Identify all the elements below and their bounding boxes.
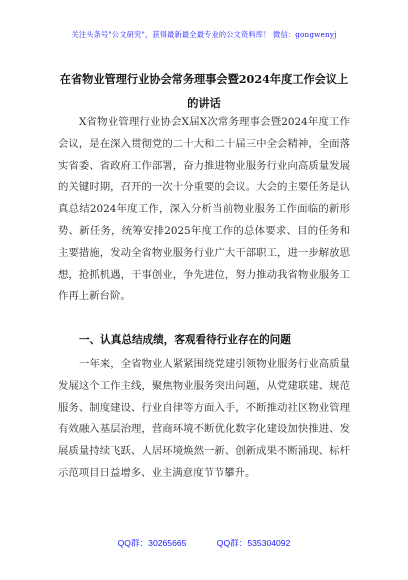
section-heading-text: 一、认真总结成绩，客观看待行业存在的问题 bbox=[79, 334, 291, 346]
intro-paragraph bbox=[58, 112, 350, 308]
document-title: 在省物业管理行业协会常务理事会暨2024年度工作会议上的讲话 bbox=[59, 72, 349, 110]
intro-paragraph-text: X省物业管理行业协会X届X次常务理事会暨2024年度工作会议，是在深入贯彻党的二十大和二十届三中全会精神，全面落实省委、省政府工作部署，奋力推进物业服务行业向高质量发展的关键时期，召开的一次十分重要的会议。大会的主要任务是认真总结2024年度工作，深入分析当前物业服务工作面临的新形势、新任务，统筹安排2025年度工作的总体要求、目的任务和主要措施，发动全省物业服务行业广大干部职工，进一步解放思想，抢抓机遇，干事创业，争先进位，努力推动我省物业服务工作再上新台阶。 bbox=[58, 116, 350, 303]
footer bbox=[0, 537, 408, 549]
promo-banner: 关注头条号"公文研究"，获得最新最全最专业的公文资料库！ 微信：gongwenyj bbox=[71, 30, 337, 39]
section-heading bbox=[58, 332, 350, 348]
section-paragraph bbox=[58, 354, 350, 485]
qq-group-2: QQ群：535304092 bbox=[216, 538, 291, 548]
qq-group-1: QQ群：30265665 bbox=[117, 538, 187, 548]
section-paragraph-text: 一年来，全省物业人紧紧围绕党建引领物业服务行业高质量发展这个工作主线，聚焦物业服务突出问题，从党建联建、规范服务、制度建设、行业自律等方面入手，不断推动社区物业管理有效融入基层治理，营商环境不断优化数字化建设加快推进、发展质量持续飞跃、人居环境焕然一新、创新成果不断涌现、标杆示范项目日益增多、业主满意度节节攀升。 bbox=[58, 358, 350, 479]
